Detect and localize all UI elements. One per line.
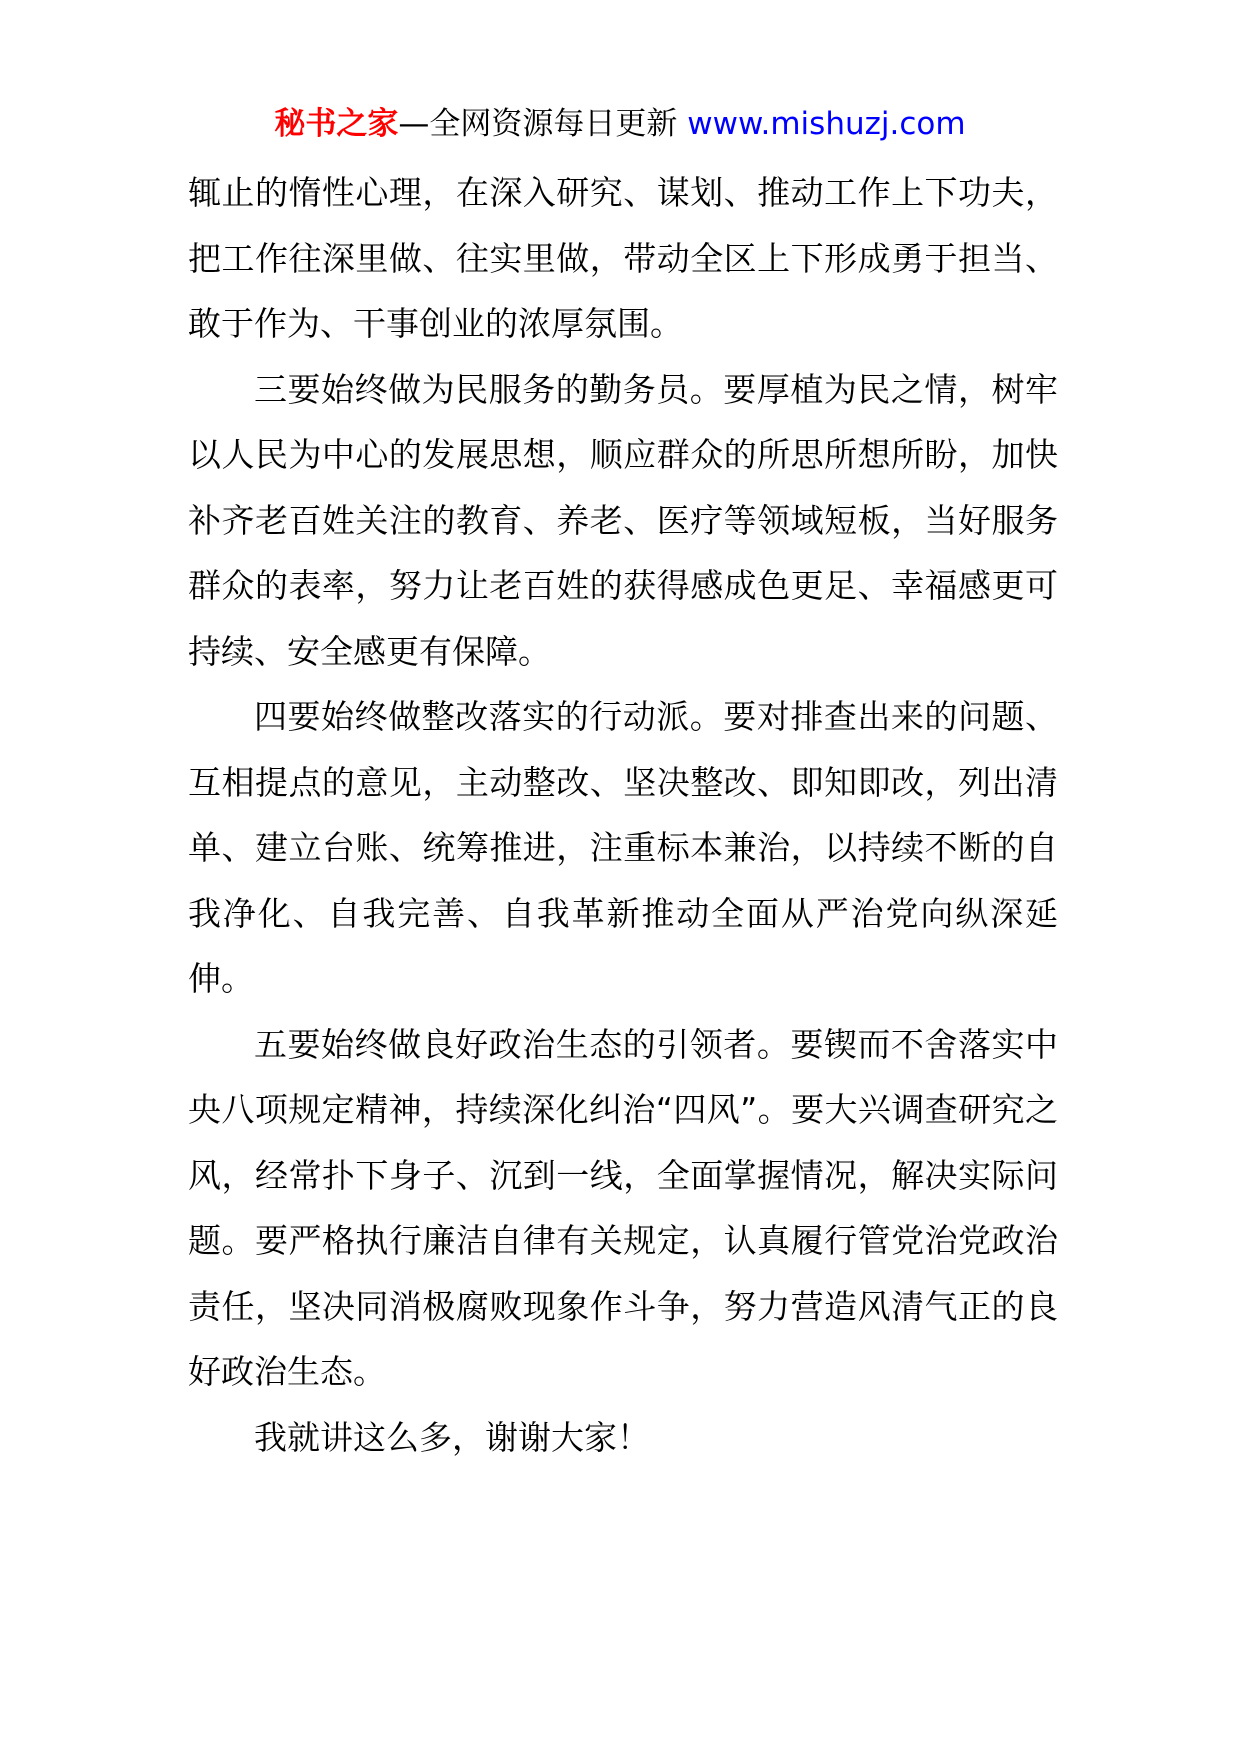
brand-name: 秘书之家 [274, 106, 399, 142]
paragraph-point-five: 五要始终做良好政治生态的引领者。要锲而不舍落实中央八项规定精神，持续深化纠治“四风”。要大兴调查研究之风，经常扑下身子、沉到一线，全面掌握情况，解决实际问题。要严格执行廉洁自律有关规定，认真履行管党治党政治责任，坚决同消极腐败现象作斗争，努力营造风清气正的良好政治生态。 [188, 1024, 1058, 1391]
page-header [0, 102, 1240, 146]
paragraph-point-four: 四要始终做整改落实的行动派。要对排查出来的问题、互相提点的意见，主动整改、坚决整改、即知即改，列出清单、建立台账、统筹推进，注重标本兼治，以持续不断的自我净化、自我完善、自我革新推动全面从严治党向纵深延伸。 [188, 697, 1058, 998]
site-url: www.mishuzj.com [687, 106, 966, 142]
paragraph-closing: 我就讲这么多，谢谢大家！ [254, 1417, 650, 1457]
paragraph-point-three: 三要始终做为民服务的勤务员。要厚植为民之情，树牢以人民为中心的发展思想，顺应群众的所思所想所盼，加快补齐老百姓关注的教育、养老、医疗等领域短板，当好服务群众的表率，努力让老百姓的获得感成色更足、幸福感更可持续、安全感更有保障。 [188, 369, 1058, 671]
header-tagline: —全网资源每日更新 [398, 106, 688, 142]
document-body [188, 160, 1058, 1470]
paragraph-continued: 辄止的惰性心理，在深入研究、谋划、推动工作上下功夫，把工作往深里做、往实里做，带动全区上下形成勇于担当、敢于作为、干事创业的浓厚氛围。 [188, 173, 1058, 343]
